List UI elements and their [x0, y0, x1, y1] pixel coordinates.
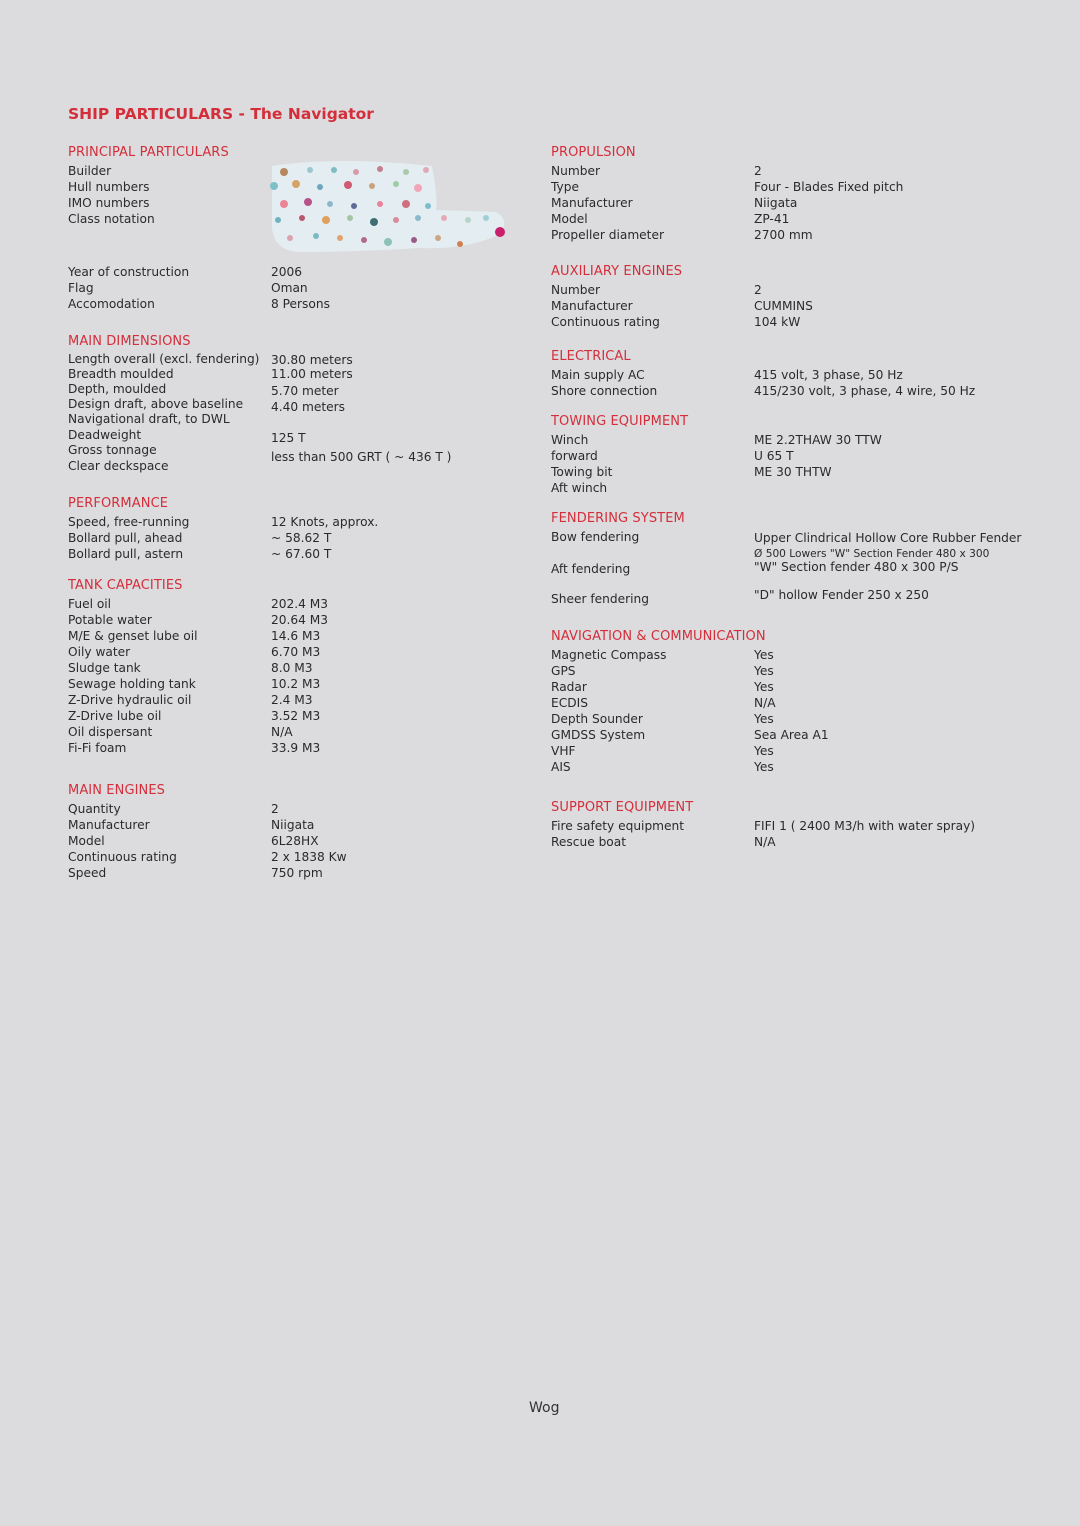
- spec-value: "W" Section fender 480 x 300 P/S: [754, 560, 959, 574]
- spec-label: Towing bit: [551, 465, 613, 479]
- spec-label: Oily water: [68, 645, 131, 659]
- spec-label: Propeller diameter: [551, 228, 664, 242]
- support-equipment-section: [551, 799, 1021, 850]
- spec-value: 415/230 volt, 3 phase, 4 wire, 50 Hz: [754, 384, 976, 398]
- auxiliary-engines-section: [551, 263, 1021, 330]
- redaction-mosaic: [268, 158, 510, 258]
- spec-row: [551, 480, 1021, 496]
- spec-label: Fuel oil: [68, 597, 112, 611]
- spec-row: [68, 676, 538, 692]
- fendering-system-section: [551, 510, 1021, 605]
- spec-row: [551, 195, 1021, 211]
- spec-label: Z-Drive hydraulic oil: [68, 693, 192, 707]
- spec-label: Number: [551, 164, 600, 178]
- spec-value: 104 kW: [754, 315, 801, 329]
- spec-label: AIS: [551, 760, 571, 774]
- spec-value: 14.6 M3: [271, 629, 321, 643]
- spec-row: [551, 448, 1021, 464]
- spec-label: Number: [551, 283, 600, 297]
- spec-label: Aft winch: [551, 481, 608, 495]
- spec-label: Main supply AC: [551, 368, 645, 382]
- section-heading: PERFORMANCE: [68, 496, 169, 511]
- spec-value: 4.40 meters: [271, 400, 346, 414]
- spec-value: ZP-41: [754, 212, 790, 226]
- main-engines-section: [68, 782, 538, 881]
- spec-row: [551, 545, 1021, 559]
- spec-value: Yes: [754, 664, 774, 678]
- spec-row: [551, 647, 1021, 663]
- section-heading: TANK CAPACITIES: [68, 578, 183, 593]
- spec-label: Manufacturer: [68, 818, 150, 832]
- spec-row: [551, 211, 1021, 227]
- spec-row: [551, 314, 1021, 330]
- spec-row: [551, 711, 1021, 727]
- spec-value: Yes: [754, 744, 774, 758]
- spec-value: Ø 500 Lowers "W" Section Fender 480 x 300: [754, 548, 990, 560]
- spec-value: 11.00 meters: [271, 367, 353, 381]
- spec-row: [68, 352, 538, 367]
- spec-row: [68, 833, 538, 849]
- tank-capacities-section: [68, 577, 538, 756]
- spec-label: Flag: [68, 281, 94, 295]
- spec-value: U 65 T: [754, 449, 794, 463]
- spec-value: ME 30 THTW: [754, 465, 832, 479]
- spec-row: [68, 264, 538, 280]
- spec-label: Design draft, above baseline: [68, 397, 244, 411]
- spec-value: 2: [271, 802, 279, 816]
- spec-label: Continuous rating: [551, 315, 660, 329]
- spec-label: Year of construction: [68, 265, 190, 279]
- spec-label: Fire safety equipment: [551, 819, 685, 833]
- spec-value: FIFI 1 ( 2400 M3/h with water spray): [754, 819, 976, 833]
- spec-row: [68, 660, 538, 676]
- spec-label: Navigational draft, to DWL: [68, 412, 230, 426]
- spec-label: Speed: [68, 866, 107, 880]
- spec-value: Niigata: [271, 818, 315, 832]
- spec-label: Builder: [68, 164, 112, 178]
- spec-row: [68, 708, 538, 724]
- spec-value: N/A: [271, 725, 293, 739]
- spec-label: Bollard pull, astern: [68, 547, 184, 561]
- section-heading: PROPULSION: [551, 145, 636, 160]
- spec-row: [551, 367, 1021, 383]
- spec-label: Depth Sounder: [551, 712, 643, 726]
- spec-value: less than 500 GRT ( ~ 436 T ): [271, 450, 452, 464]
- spec-value: 415 volt, 3 phase, 50 Hz: [754, 368, 903, 382]
- spec-value: Yes: [754, 680, 774, 694]
- spec-row: [551, 679, 1021, 695]
- spec-label: Sludge tank: [68, 661, 141, 675]
- towing-equipment-section: [551, 413, 1021, 496]
- spec-value: "D" hollow Fender 250 x 250: [754, 588, 929, 602]
- spec-label: Quantity: [68, 802, 121, 816]
- spec-label: Model: [551, 212, 588, 226]
- spec-label: VHF: [551, 744, 576, 758]
- spec-row: [551, 298, 1021, 314]
- electrical-section: [551, 348, 1021, 399]
- spec-row: [68, 428, 538, 443]
- section-heading: MAIN ENGINES: [68, 783, 166, 798]
- spec-label: Manufacturer: [551, 299, 633, 313]
- spec-row: [68, 644, 538, 660]
- spec-row: [68, 530, 538, 546]
- spec-value: 30.80 meters: [271, 353, 353, 367]
- spec-row: [68, 865, 538, 881]
- section-heading: TOWING EQUIPMENT: [551, 414, 689, 429]
- spec-label: Model: [68, 834, 105, 848]
- spec-label: Winch: [551, 433, 589, 447]
- spec-value: 20.64 M3: [271, 613, 329, 627]
- spec-value: N/A: [754, 696, 776, 710]
- spec-label: Deadweight: [68, 428, 142, 442]
- spec-value: 2.4 M3: [271, 693, 313, 707]
- spec-row: [551, 432, 1021, 448]
- spec-value: ~ 67.60 T: [271, 547, 332, 561]
- spec-value: 12 Knots, approx.: [271, 515, 379, 529]
- spec-label: Manufacturer: [551, 196, 633, 210]
- spec-label: Clear deckspace: [68, 459, 169, 473]
- spec-row: [68, 296, 538, 312]
- spec-row: [68, 596, 538, 612]
- spec-row: [551, 559, 1021, 575]
- spec-row: [68, 724, 538, 740]
- spec-value: Upper Clindrical Hollow Core Rubber Fender: [754, 531, 1022, 545]
- spec-row: [551, 818, 1021, 834]
- propulsion-section: [551, 144, 1021, 243]
- spec-value: 2: [754, 283, 762, 297]
- spec-value: 3.52 M3: [271, 709, 321, 723]
- spec-value: 2 x 1838 Kw: [271, 850, 347, 864]
- section-heading: MAIN DIMENSIONS: [68, 334, 191, 349]
- spec-label: Sheer fendering: [551, 592, 649, 606]
- spec-row: [68, 612, 538, 628]
- spec-row: [551, 163, 1021, 179]
- spec-value: Sea Area A1: [754, 728, 829, 742]
- spec-value: 5.70 meter: [271, 384, 339, 398]
- spec-value: Oman: [271, 281, 308, 295]
- spec-value: 6L28HX: [271, 834, 319, 848]
- spec-value: 2006: [271, 265, 303, 279]
- spec-row: [68, 412, 538, 428]
- section-heading: ELECTRICAL: [551, 349, 631, 364]
- spec-value: 202.4 M3: [271, 597, 329, 611]
- spec-value: ~ 58.62 T: [271, 531, 332, 545]
- spec-value: Yes: [754, 712, 774, 726]
- spec-row: [68, 801, 538, 817]
- spec-row: [551, 383, 1021, 399]
- spec-label: Aft fendering: [551, 562, 631, 576]
- spec-label: Class notation: [68, 212, 155, 226]
- spec-label: Radar: [551, 680, 587, 694]
- spec-row: [68, 546, 538, 562]
- spec-row: [551, 759, 1021, 775]
- spec-label: Breadth moulded: [68, 367, 174, 381]
- spec-row: [551, 227, 1021, 243]
- section-heading: FENDERING SYSTEM: [551, 511, 685, 526]
- spec-value: 125 T: [271, 431, 306, 445]
- spec-row: [68, 367, 538, 382]
- section-heading: NAVIGATION & COMMUNICATION: [551, 629, 766, 644]
- spec-label: Length overall (excl. fendering): [68, 352, 260, 366]
- spec-value: N/A: [754, 835, 776, 849]
- spec-value: Yes: [754, 648, 774, 662]
- spec-row: [68, 382, 538, 397]
- spec-label: Accomodation: [68, 297, 155, 311]
- spec-value: 8.0 M3: [271, 661, 313, 675]
- footer-watermark-text: Wog: [529, 1400, 560, 1416]
- spec-row: [68, 459, 538, 474]
- spec-label: Depth, moulded: [68, 382, 167, 396]
- spec-value: 8 Persons: [271, 297, 330, 311]
- spec-label: M/E & genset lube oil: [68, 629, 198, 643]
- spec-row: [551, 727, 1021, 743]
- spec-label: Rescue boat: [551, 835, 627, 849]
- spec-label: forward: [551, 449, 598, 463]
- spec-row: [68, 817, 538, 833]
- spec-label: IMO numbers: [68, 196, 150, 210]
- spec-value: Four - Blades Fixed pitch: [754, 180, 904, 194]
- spec-row: [551, 282, 1021, 298]
- spec-label: Type: [551, 180, 579, 194]
- spec-row: [551, 743, 1021, 759]
- spec-label: GPS: [551, 664, 576, 678]
- spec-label: Continuous rating: [68, 850, 177, 864]
- spec-label: Bow fendering: [551, 530, 640, 544]
- spec-row: [68, 443, 538, 464]
- main-dimensions-section: [68, 333, 538, 474]
- spec-label: Sewage holding tank: [68, 677, 196, 691]
- spec-row: [551, 529, 1021, 545]
- spec-row: [68, 514, 538, 530]
- spec-row: [551, 464, 1021, 480]
- spec-row: [68, 692, 538, 708]
- spec-value: 750 rpm: [271, 866, 323, 880]
- navigation-communication-section: [551, 628, 1021, 775]
- spec-label: Hull numbers: [68, 180, 150, 194]
- spec-row: [551, 663, 1021, 679]
- spec-label: Bollard pull, ahead: [68, 531, 183, 545]
- spec-value: ME 2.2THAW 30 TTW: [754, 433, 882, 447]
- spec-row: [551, 589, 1021, 605]
- spec-label: Z-Drive lube oil: [68, 709, 162, 723]
- spec-label: Shore connection: [551, 384, 658, 398]
- spec-value: 2700 mm: [754, 228, 813, 242]
- spec-row: [551, 695, 1021, 711]
- spec-value: 2: [754, 164, 762, 178]
- redaction-dots-graphic: [268, 158, 510, 258]
- spec-label: Fi-Fi foam: [68, 741, 127, 755]
- spec-label: Oil dispersant: [68, 725, 153, 739]
- section-heading: PRINCIPAL PARTICULARS: [68, 145, 229, 160]
- spec-label: Speed, free-running: [68, 515, 190, 529]
- spec-row: [68, 740, 538, 756]
- spec-row: [68, 397, 538, 412]
- spec-label: Potable water: [68, 613, 152, 627]
- spec-row: [68, 280, 538, 296]
- spec-row: [68, 628, 538, 644]
- spec-label: Magnetic Compass: [551, 648, 667, 662]
- spec-value: 10.2 M3: [271, 677, 321, 691]
- spec-row: [68, 849, 538, 865]
- performance-section: [68, 495, 538, 562]
- section-heading: SUPPORT EQUIPMENT: [551, 800, 694, 815]
- spec-row: [551, 179, 1021, 195]
- section-heading: AUXILIARY ENGINES: [551, 264, 683, 279]
- spec-value: 33.9 M3: [271, 741, 321, 755]
- spec-label: ECDIS: [551, 696, 588, 710]
- spec-row: [551, 834, 1021, 850]
- spec-value: CUMMINS: [754, 299, 813, 313]
- spec-label: GMDSS System: [551, 728, 646, 742]
- spec-value: Yes: [754, 760, 774, 774]
- spec-value: 6.70 M3: [271, 645, 321, 659]
- spec-label: Gross tonnage: [68, 443, 157, 457]
- spec-value: Niigata: [754, 196, 798, 210]
- page-title: SHIP PARTICULARS - The Navigator: [68, 105, 374, 123]
